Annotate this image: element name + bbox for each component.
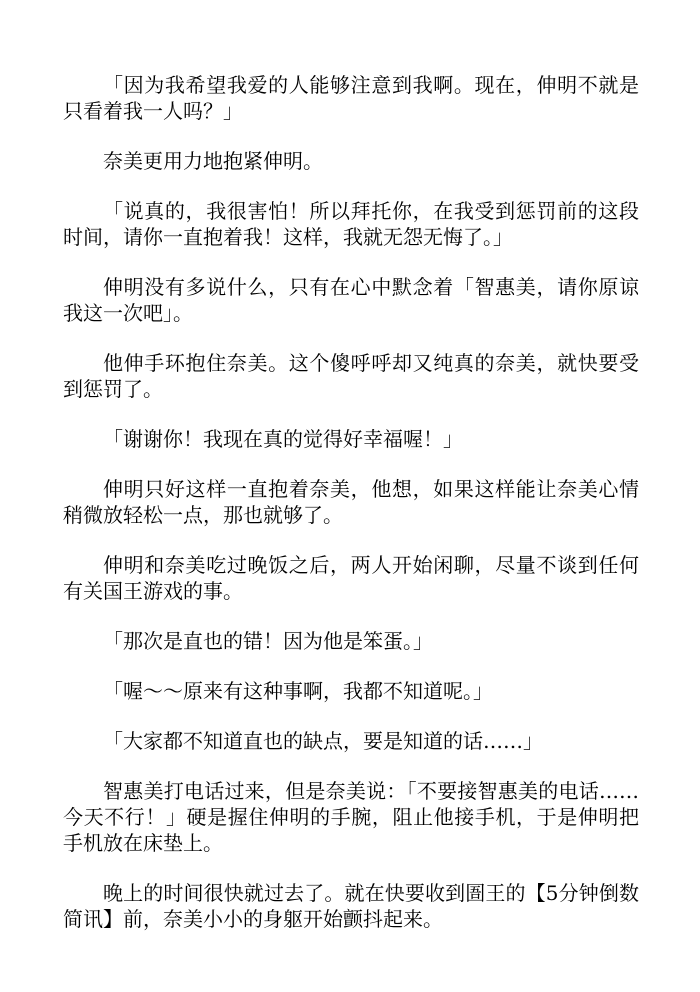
paragraph-3: 「说真的，我很害怕！所以拜托你，在我受到惩罚前的这段时间，请你一直抱着我！这样，我就无怨无悔了。」 [63,199,639,249]
paragraph-12: 智惠美打电话过来，但是奈美说：「不要接智惠美的电话……今天不行！」硬是握住伸明的手腕，阻止他接手机，于是伸明把手机放在床垫上。 [63,779,639,855]
paragraph-2: 奈美更用力地抱紧伸明。 [103,149,323,173]
paragraph-10: 「喔～～原来有这种事啊，我都不知道呢。」 [103,679,493,703]
paragraph-11: 「大家都不知道直也的缺点，要是知道的话……」 [103,729,543,753]
paragraph-9: 「那次是直也的错！因为他是笨蛋。」 [103,629,433,653]
paragraph-1: 「因为我希望我爱的人能够注意到我啊。现在，伸明不就是只看着我一人吗？」 [63,73,639,123]
paragraph-8: 伸明和奈美吃过晚饭之后，两人开始闲聊，尽量不谈到任何有关国王游戏的事。 [63,553,639,603]
paragraph-5: 他伸手环抱住奈美。这个傻呼呼却又纯真的奈美，就快要受到惩罚了。 [63,351,639,401]
paragraph-4: 伸明没有多说什么，只有在心中默念着「智惠美，请你原谅我这一次吧」。 [63,275,639,325]
paragraph-6: 「谢谢你！我现在真的觉得好幸福喔！」 [103,427,463,451]
paragraph-13: 晚上的时间很快就过去了。就在快要收到圄王的【5分钟倒数简讯】前，奈美小小的身躯开始颤抖起来。 [63,881,639,931]
paragraph-7: 伸明只好这样一直抱着奈美，他想，如果这样能让奈美心情稍微放轻松一点，那也就够了。 [63,477,639,527]
document-body [63,72,639,956]
